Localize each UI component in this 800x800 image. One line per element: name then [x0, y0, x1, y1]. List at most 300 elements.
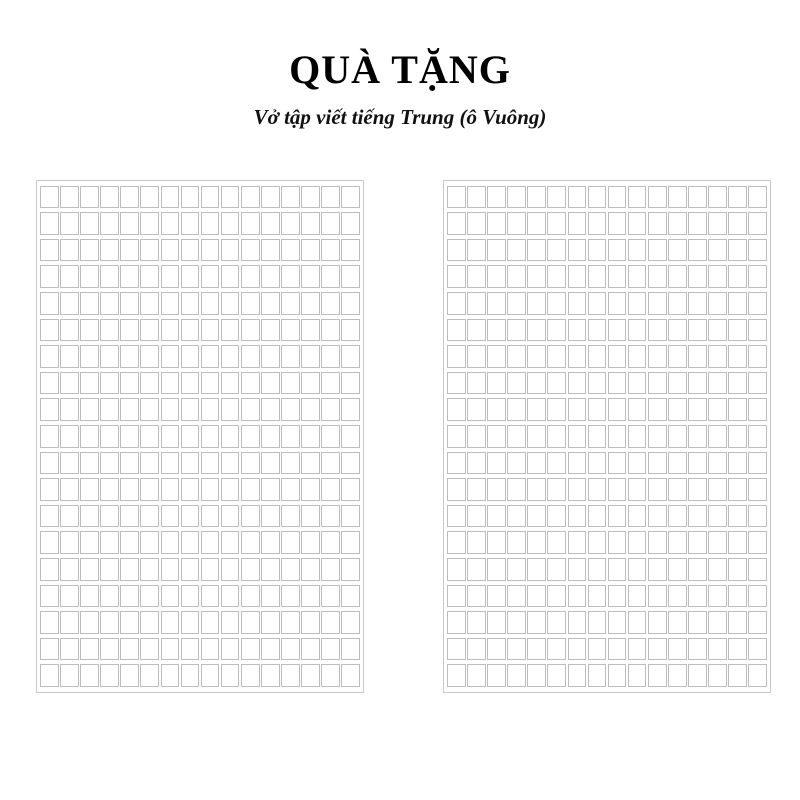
- grid-row: [447, 317, 767, 343]
- grid-cell: [241, 558, 260, 581]
- grid-cell: [467, 558, 486, 581]
- grid-cell: [120, 265, 139, 288]
- grid-cell: [708, 425, 727, 448]
- grid-cell: [487, 505, 506, 528]
- grid-cell: [201, 558, 220, 581]
- grid-cell: [568, 186, 587, 209]
- grid-cell: [447, 558, 466, 581]
- grid-cell: [221, 425, 240, 448]
- grid-cell: [547, 425, 566, 448]
- grid-row: [447, 477, 767, 503]
- grid-cell: [261, 186, 280, 209]
- grid-cell: [201, 186, 220, 209]
- grid-cell: [668, 265, 687, 288]
- grid-cell: [507, 531, 526, 554]
- grid-cell: [140, 319, 159, 342]
- grid-cell: [728, 638, 747, 661]
- grid-cell: [708, 292, 727, 315]
- grid-cell: [527, 531, 546, 554]
- grid-cell: [568, 558, 587, 581]
- grid-cell: [321, 345, 340, 368]
- grid-cell: [301, 531, 320, 554]
- grid-cell: [321, 239, 340, 262]
- grid-cell: [447, 319, 466, 342]
- grid-cell: [527, 558, 546, 581]
- grid-cell: [547, 212, 566, 235]
- grid-cell: [588, 611, 607, 634]
- grid-cell: [628, 452, 647, 475]
- grid-cell: [161, 558, 180, 581]
- grid-row: [447, 530, 767, 556]
- grid-cell: [60, 478, 79, 501]
- grid-cell: [708, 452, 727, 475]
- grid-cell: [547, 531, 566, 554]
- grid-cell: [628, 585, 647, 608]
- grid-cell: [608, 611, 627, 634]
- grid-cell: [221, 531, 240, 554]
- grid-cell: [161, 186, 180, 209]
- grid-cell: [628, 558, 647, 581]
- grid-cell: [261, 478, 280, 501]
- grid-cell: [161, 265, 180, 288]
- grid-cell: [60, 638, 79, 661]
- grid-cell: [588, 345, 607, 368]
- grid-cell: [447, 186, 466, 209]
- grid-cell: [60, 531, 79, 554]
- grid-cell: [748, 664, 767, 687]
- grid-row: [447, 344, 767, 370]
- grid-cell: [201, 319, 220, 342]
- grid-cell: [221, 319, 240, 342]
- grid-cell: [568, 398, 587, 421]
- grid-cell: [568, 372, 587, 395]
- grid-cell: [608, 372, 627, 395]
- grid-cell: [301, 452, 320, 475]
- grid-cell: [60, 398, 79, 421]
- grid-cell: [688, 585, 707, 608]
- grid-cell: [140, 452, 159, 475]
- grid-cell: [527, 585, 546, 608]
- grid-cell: [221, 398, 240, 421]
- grid-row: [447, 237, 767, 263]
- grid-cell: [628, 478, 647, 501]
- grid-cell: [688, 239, 707, 262]
- grid-cell: [241, 452, 260, 475]
- grid-cell: [40, 638, 59, 661]
- grid-cell: [281, 558, 300, 581]
- grid-cell: [688, 558, 707, 581]
- grid-cell: [40, 585, 59, 608]
- grid-cell: [628, 319, 647, 342]
- grid-cell: [181, 345, 200, 368]
- grid-row: [40, 370, 360, 396]
- grid-cell: [628, 186, 647, 209]
- grid-cell: [467, 292, 486, 315]
- grid-cell: [321, 212, 340, 235]
- grid-cell: [507, 452, 526, 475]
- grid-cell: [161, 478, 180, 501]
- grid-cell: [648, 186, 667, 209]
- grid-cell: [467, 505, 486, 528]
- grid-cell: [261, 398, 280, 421]
- grid-row: [447, 370, 767, 396]
- grid-cell: [547, 186, 566, 209]
- grid-row: [40, 184, 360, 210]
- grid-cell: [341, 186, 360, 209]
- grid-cell: [588, 638, 607, 661]
- grid-cell: [321, 611, 340, 634]
- grid-cell: [547, 611, 566, 634]
- grid-cell: [140, 372, 159, 395]
- grid-cell: [341, 478, 360, 501]
- grid-cell: [281, 425, 300, 448]
- grid-cell: [140, 398, 159, 421]
- grid-cell: [447, 505, 466, 528]
- grid-cell: [688, 265, 707, 288]
- grid-cell: [281, 638, 300, 661]
- grid-cell: [241, 372, 260, 395]
- grid-cell: [80, 292, 99, 315]
- grid-cell: [728, 585, 747, 608]
- grid-cell: [161, 452, 180, 475]
- grid-cell: [708, 664, 727, 687]
- grid-cell: [588, 558, 607, 581]
- grid-cell: [568, 664, 587, 687]
- grid-cell: [140, 611, 159, 634]
- grid-cell: [80, 531, 99, 554]
- grid-cell: [321, 372, 340, 395]
- grid-cell: [221, 292, 240, 315]
- grid-row: [447, 503, 767, 529]
- grid-cell: [40, 372, 59, 395]
- grid-cell: [588, 531, 607, 554]
- grid-cell: [507, 239, 526, 262]
- grid-cell: [728, 186, 747, 209]
- grid-cell: [547, 292, 566, 315]
- grid-cell: [728, 664, 747, 687]
- grid-cell: [487, 638, 506, 661]
- grid-cell: [588, 372, 607, 395]
- grid-cell: [281, 505, 300, 528]
- grid-cell: [140, 531, 159, 554]
- grid-cell: [708, 398, 727, 421]
- grid-cell: [181, 292, 200, 315]
- grid-cell: [708, 239, 727, 262]
- grid-cell: [140, 239, 159, 262]
- grid-cell: [688, 611, 707, 634]
- grid-cell: [181, 398, 200, 421]
- grid-cell: [181, 611, 200, 634]
- grid-cell: [608, 478, 627, 501]
- grid-cell: [447, 478, 466, 501]
- grid-cell: [301, 292, 320, 315]
- grid-cell: [161, 319, 180, 342]
- grid-cell: [507, 372, 526, 395]
- grid-cell: [301, 239, 320, 262]
- grid-cell: [668, 664, 687, 687]
- grid-cell: [181, 212, 200, 235]
- grid-cell: [201, 452, 220, 475]
- grid-cell: [447, 531, 466, 554]
- grid-cell: [648, 212, 667, 235]
- left-practice-sheet: [36, 180, 364, 693]
- grid-cell: [241, 319, 260, 342]
- grid-cell: [120, 505, 139, 528]
- grid-cell: [708, 638, 727, 661]
- grid-cell: [201, 239, 220, 262]
- grid-cell: [748, 292, 767, 315]
- grid-cell: [301, 345, 320, 368]
- grid-cell: [301, 319, 320, 342]
- grid-cell: [608, 239, 627, 262]
- grid-cell: [60, 505, 79, 528]
- grid-cell: [281, 372, 300, 395]
- grid-cell: [161, 505, 180, 528]
- grid-cell: [608, 585, 627, 608]
- grid-cell: [527, 611, 546, 634]
- grid-cell: [301, 372, 320, 395]
- grid-cell: [341, 372, 360, 395]
- grid-cell: [568, 292, 587, 315]
- grid-row: [40, 610, 360, 636]
- grid-cell: [120, 478, 139, 501]
- grid-cell: [80, 186, 99, 209]
- grid-cell: [487, 186, 506, 209]
- grid-cell: [60, 452, 79, 475]
- grid-cell: [728, 425, 747, 448]
- grid-cell: [281, 478, 300, 501]
- grid-cell: [728, 265, 747, 288]
- grid-cell: [120, 638, 139, 661]
- grid-cell: [648, 398, 667, 421]
- grid-cell: [261, 611, 280, 634]
- grid-cell: [161, 345, 180, 368]
- grid-cell: [728, 505, 747, 528]
- grid-row: [447, 290, 767, 316]
- grid-cell: [221, 638, 240, 661]
- grid-cell: [547, 585, 566, 608]
- grid-cell: [140, 585, 159, 608]
- grid-cell: [100, 664, 119, 687]
- grid-cell: [487, 664, 506, 687]
- grid-cell: [100, 319, 119, 342]
- grid-cell: [487, 425, 506, 448]
- grid-cell: [261, 664, 280, 687]
- grid-cell: [321, 664, 340, 687]
- grid-cell: [467, 319, 486, 342]
- grid-cell: [568, 345, 587, 368]
- grid-cell: [688, 478, 707, 501]
- grid-cell: [301, 505, 320, 528]
- grid-cell: [301, 186, 320, 209]
- grid-cell: [120, 319, 139, 342]
- grid-cell: [728, 611, 747, 634]
- grid-cell: [487, 212, 506, 235]
- grid-cell: [100, 292, 119, 315]
- grid-cell: [261, 212, 280, 235]
- grid-row: [40, 211, 360, 237]
- grid-cell: [181, 425, 200, 448]
- grid-cell: [568, 212, 587, 235]
- grid-cell: [321, 425, 340, 448]
- grid-cell: [301, 558, 320, 581]
- grid-cell: [507, 425, 526, 448]
- grid-cell: [100, 585, 119, 608]
- grid-cell: [341, 425, 360, 448]
- grid-cell: [341, 319, 360, 342]
- grid-cell: [261, 638, 280, 661]
- grid-cell: [60, 186, 79, 209]
- grid-cell: [341, 585, 360, 608]
- grid-cell: [140, 212, 159, 235]
- grid-cell: [100, 558, 119, 581]
- grid-cell: [708, 558, 727, 581]
- grid-cell: [60, 664, 79, 687]
- grid-row: [40, 663, 360, 689]
- grid-cell: [261, 558, 280, 581]
- grid-cell: [487, 585, 506, 608]
- page-subtitle: Vở tập viết tiếng Trung (ô Vuông): [253, 105, 547, 129]
- grid-cell: [608, 505, 627, 528]
- grid-cell: [221, 186, 240, 209]
- grid-cell: [728, 212, 747, 235]
- grid-row: [40, 503, 360, 529]
- grid-cell: [80, 265, 99, 288]
- grid-cell: [527, 345, 546, 368]
- grid-cell: [341, 531, 360, 554]
- grid-cell: [728, 345, 747, 368]
- grid-cell: [241, 531, 260, 554]
- grid-cell: [80, 319, 99, 342]
- grid-cell: [648, 638, 667, 661]
- grid-cell: [201, 398, 220, 421]
- grid-cell: [201, 505, 220, 528]
- grid-cell: [688, 638, 707, 661]
- grid-cell: [608, 558, 627, 581]
- grid-cell: [80, 425, 99, 448]
- grid-cell: [608, 638, 627, 661]
- grid-cell: [507, 345, 526, 368]
- grid-cell: [40, 531, 59, 554]
- right-practice-sheet: [443, 180, 771, 693]
- grid-cell: [181, 239, 200, 262]
- grid-cell: [241, 212, 260, 235]
- grid-cell: [748, 558, 767, 581]
- grid-cell: [281, 611, 300, 634]
- grid-cell: [40, 664, 59, 687]
- grid-cell: [668, 452, 687, 475]
- grid-cell: [628, 425, 647, 448]
- grid-cell: [181, 558, 200, 581]
- grid-cell: [241, 292, 260, 315]
- grid-cell: [487, 345, 506, 368]
- grid-row: [447, 211, 767, 237]
- grid-cell: [467, 212, 486, 235]
- grid-cell: [161, 611, 180, 634]
- grid-cell: [487, 239, 506, 262]
- grid-cell: [241, 664, 260, 687]
- grid-cell: [748, 425, 767, 448]
- grid-cell: [608, 265, 627, 288]
- grid-cell: [507, 292, 526, 315]
- grid-cell: [748, 478, 767, 501]
- grid-cell: [608, 186, 627, 209]
- grid-cell: [648, 372, 667, 395]
- grid-cell: [301, 611, 320, 634]
- grid-cell: [467, 425, 486, 448]
- grid-cell: [507, 212, 526, 235]
- grid-cell: [507, 505, 526, 528]
- grid-cell: [728, 239, 747, 262]
- grid-cell: [748, 319, 767, 342]
- grid-cell: [688, 372, 707, 395]
- grid-cell: [221, 558, 240, 581]
- grid-cell: [648, 478, 667, 501]
- grid-cell: [261, 265, 280, 288]
- grid-row: [40, 317, 360, 343]
- grid-cell: [748, 186, 767, 209]
- grid-cell: [568, 452, 587, 475]
- grid-cell: [547, 239, 566, 262]
- grid-cell: [241, 398, 260, 421]
- grid-cell: [281, 239, 300, 262]
- grid-cell: [181, 265, 200, 288]
- grid-cell: [161, 425, 180, 448]
- grid-cell: [588, 265, 607, 288]
- grid-cell: [241, 611, 260, 634]
- grid-row: [40, 397, 360, 423]
- grid-cell: [100, 425, 119, 448]
- grid-cell: [201, 345, 220, 368]
- grid-cell: [161, 398, 180, 421]
- grid-cell: [588, 425, 607, 448]
- grid-cell: [628, 372, 647, 395]
- grid-cell: [668, 638, 687, 661]
- grid-cell: [728, 398, 747, 421]
- grid-cell: [467, 239, 486, 262]
- grid-cell: [668, 611, 687, 634]
- grid-cell: [301, 664, 320, 687]
- grid-cell: [568, 239, 587, 262]
- grid-cell: [507, 265, 526, 288]
- grid-cell: [648, 425, 667, 448]
- grid-cell: [60, 425, 79, 448]
- grid-cell: [60, 319, 79, 342]
- grid-cell: [467, 398, 486, 421]
- grid-cell: [140, 265, 159, 288]
- grid-cell: [100, 478, 119, 501]
- grid-cell: [120, 212, 139, 235]
- grid-cell: [341, 664, 360, 687]
- grid-cell: [341, 638, 360, 661]
- grid-row: [40, 290, 360, 316]
- grid-cell: [301, 265, 320, 288]
- grid-cell: [161, 372, 180, 395]
- grid-cell: [321, 531, 340, 554]
- grid-cell: [60, 345, 79, 368]
- grid-cell: [321, 292, 340, 315]
- grid-cell: [447, 265, 466, 288]
- grid-row: [40, 450, 360, 476]
- grid-cell: [281, 265, 300, 288]
- grid-cell: [467, 585, 486, 608]
- grid-cell: [261, 239, 280, 262]
- grid-cell: [100, 611, 119, 634]
- grid-cell: [321, 398, 340, 421]
- grid-cell: [241, 585, 260, 608]
- grid-cell: [40, 212, 59, 235]
- grid-cell: [608, 531, 627, 554]
